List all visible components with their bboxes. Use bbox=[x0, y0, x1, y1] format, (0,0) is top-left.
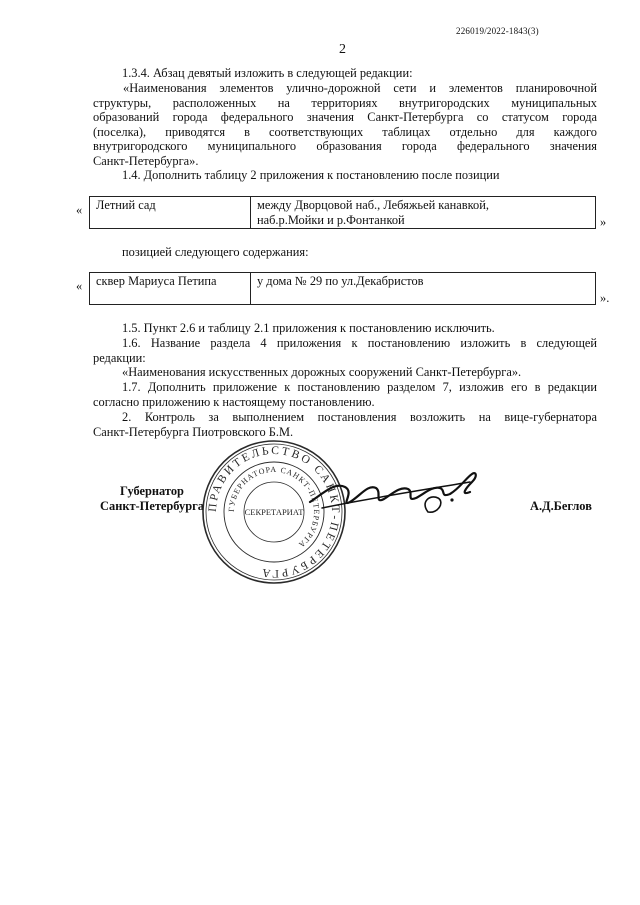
text-line: образований города федерального значения Санкт-Петербурга со статусом города bbox=[93, 110, 597, 125]
page-number: 2 bbox=[339, 42, 346, 57]
clause-1-6-quote: «Наименования искусственных дорожных сооружений Санкт-Петербурга». bbox=[122, 365, 522, 379]
text-line: внутригородского муниципального образования города федерального значения bbox=[93, 139, 597, 154]
document-number: 226019/2022-1843(3) bbox=[456, 26, 539, 36]
signatory-title-line: Санкт-Петербурга bbox=[100, 499, 204, 513]
table-cell-name: сквер Мариуса Петипа bbox=[90, 273, 251, 305]
text-line: (поселка), приводятся в соответствующих таблицах отдельно для каждого bbox=[93, 124, 597, 139]
table-cell-name: Летний сад bbox=[90, 197, 251, 229]
street-table-new bbox=[89, 272, 596, 305]
clause-1-7-line1: 1.7. Дополнить приложение к постановлению разделом 7, изложив его в редакции bbox=[122, 380, 597, 394]
location-line: между Дворцовой наб., Лебяжьей канавкой, bbox=[257, 198, 489, 212]
clause-1-3-4-title: 1.3.4. Абзац девятый изложить в следующей редакции: bbox=[122, 66, 413, 80]
signatory-title-line: Губернатор bbox=[120, 484, 184, 498]
clause-1-3-4-text bbox=[93, 81, 597, 169]
open-quote: « bbox=[76, 279, 83, 293]
between-tables-text: позицией следующего содержания: bbox=[122, 245, 309, 259]
signatory-name: А.Д.Беглов bbox=[530, 499, 592, 513]
street-table-existing bbox=[89, 196, 596, 229]
location-line: наб.р.Мойки и р.Фонтанкой bbox=[257, 212, 405, 227]
seal-inner-text: ГУБЕРНАТОРА САНКТ-ПЕТЕРБУРГА bbox=[226, 464, 322, 550]
close-quote: ». bbox=[600, 291, 610, 305]
handwritten-signature bbox=[300, 452, 500, 527]
clause-1-7-line2: согласно приложению к настоящему постановлению. bbox=[93, 395, 375, 409]
clause-2-line1: 2. Контроль за выполнением постановления возложить на вице-губернатора bbox=[122, 410, 597, 424]
table-row bbox=[90, 197, 596, 229]
table-cell-location: у дома № 29 по ул.Декабристов bbox=[251, 273, 596, 305]
close-quote: » bbox=[600, 215, 607, 229]
clause-1-6-line2: редакции: bbox=[93, 351, 146, 365]
table-cell-location bbox=[251, 197, 596, 229]
open-quote: « bbox=[76, 203, 83, 217]
table-row bbox=[90, 273, 596, 305]
clause-1-6-line1: 1.6. Название раздела 4 приложения к постановлению изложить в следующей bbox=[122, 336, 597, 350]
seal-center-text: СЕКРЕТАРИАТ bbox=[244, 507, 304, 517]
text-line: структуры, расположенных на территориях внутригородских муниципальных bbox=[93, 95, 597, 110]
seal-outer-text: ПРАВИТЕЛЬСТВО САНКТ-ПЕТЕРБУРГА bbox=[206, 444, 342, 580]
text-line: «Наименования элементов улично-дорожной сети и элементов планировочной bbox=[123, 81, 597, 95]
signatory-title bbox=[92, 484, 212, 514]
clause-1-5: 1.5. Пункт 2.6 и таблицу 2.1 приложения к постановлению исключить. bbox=[122, 321, 495, 335]
clause-1-4: 1.4. Дополнить таблицу 2 приложения к постановлению после позиции bbox=[122, 168, 500, 182]
text-line: Санкт-Петербурга». bbox=[93, 153, 199, 168]
clause-2-line2: Санкт-Петербурга Пиотровского Б.М. bbox=[93, 425, 294, 439]
